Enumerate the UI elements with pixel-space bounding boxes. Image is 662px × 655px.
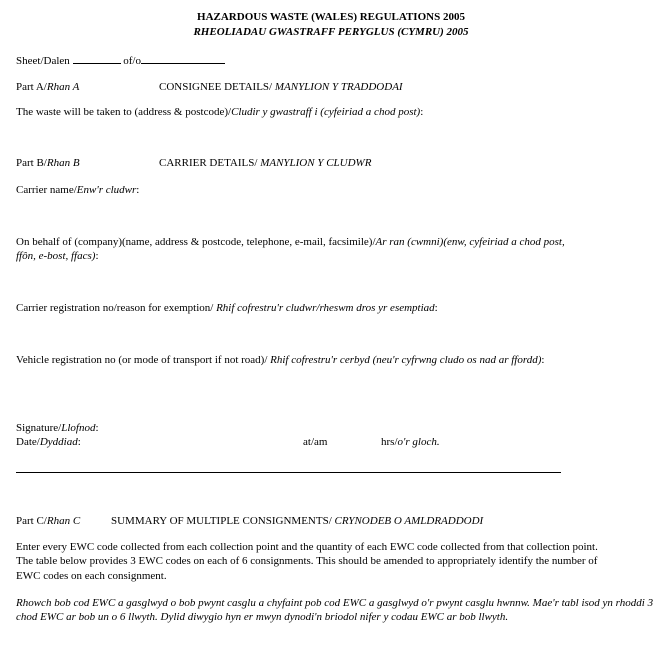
sheet-number-field[interactable]: [73, 53, 121, 64]
sheet-label-welsh: Dalen: [43, 55, 70, 67]
part-a-label: Part A/Rhan A: [16, 81, 80, 93]
instructions-english: Enter every EWC code collected from each collection point and the quantity of each EWC code collected from that collection point. The table below provides 3 EWC codes on each of 6 consignments. This should be amended to appropriately identify the number of EWC codes on each consignment.: [16, 541, 598, 582]
instructions-welsh: Rhowch bob cod EWC a gasglwyd o bob pwynt casglu a chyfaint pob cod EWC a gasglwyd o'r pwynt casglu hwnnw. Mae'r tabl isod yn rhoddi 3 chod EWC ar bob un o 6 llwyth. Dylid diwygio hyn er mwyn dynodi'n briodol nifer y codau EWC ar bob llwyth.: [16, 597, 654, 624]
consignee-address-prompt: The waste will be taken to (address & postcode)/Cludir y gwastraff i (cyfeiriad a chod post):: [16, 106, 424, 118]
document-title: HAZARDOUS WASTE (WALES) REGULATIONS 2005: [197, 11, 465, 23]
sheet-label: Sheet/: [16, 55, 44, 67]
section-divider: [16, 472, 561, 473]
on-behalf-of-label: On behalf of (company)(name, address & postcode, telephone, e-mail, facsimile)/Ar ran (cwmni)(enw, cyfeiriad a chod post,: [16, 236, 565, 248]
date-label: Date/Dyddiad:: [16, 436, 81, 448]
part-c-heading: SUMMARY OF MULTIPLE CONSIGNMENTS/ CRYNODEB O AMLDRADDODI: [111, 515, 484, 527]
time-at-label: at/am: [303, 436, 328, 448]
on-behalf-of-label-line-2: ffôn, e-bost, ffacs):: [16, 250, 99, 262]
signature-label: Signature/Llofnod:: [16, 422, 99, 434]
document-title-welsh: RHEOLIADAU GWASTRAFF PERYGLUS (CYMRU) 2005: [193, 26, 469, 38]
hours-label: hrs/o'r gloch.: [381, 436, 440, 448]
carrier-registration-label: Carrier registration no/reason for exemption/ Rhif cofrestru'r cludwr/rheswm dros yr esemptiad:: [16, 302, 438, 314]
part-b-label: Part B/Rhan B: [16, 157, 80, 169]
carrier-name-label: Carrier name/Enw'r cludwr:: [16, 184, 140, 196]
sheet-line: [16, 53, 225, 68]
sheet-of-label: of/o: [123, 55, 141, 67]
part-c-label: Part C/Rhan C: [16, 515, 81, 527]
vehicle-registration-label: Vehicle registration no (or mode of transport if not road)/ Rhif cofrestru'r cerbyd (neu'r cyfrwng cludo os nad ar ffordd):: [16, 354, 545, 366]
part-a-heading: CONSIGNEE DETAILS/ MANYLION Y TRADDODAI: [159, 81, 403, 93]
part-b-heading: CARRIER DETAILS/ MANYLION Y CLUDWR: [159, 157, 372, 169]
sheet-total-field[interactable]: [141, 53, 225, 64]
